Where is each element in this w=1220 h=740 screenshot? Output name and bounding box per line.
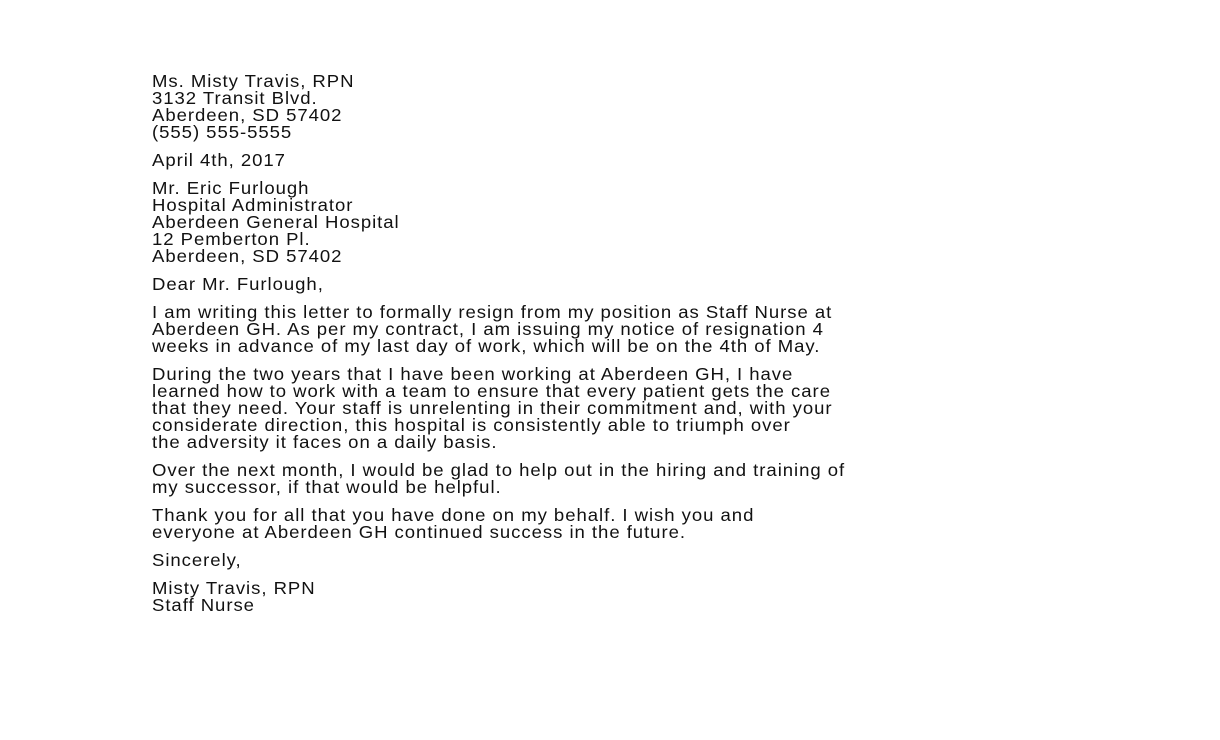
salutation: [152, 276, 1212, 293]
date-text: April 4th, 2017: [152, 150, 286, 170]
paragraph-line: Aberdeen GH. As per my contract, I am issuing my notice of resignation 4: [152, 319, 824, 339]
paragraph-line: Over the next month, I would be glad to help out in the hiring and training of: [152, 460, 846, 480]
paragraph-line: learned how to work with a team to ensure that every patient gets the care: [152, 381, 831, 401]
salutation-text: Dear Mr. Furlough,: [152, 274, 324, 294]
paragraph-line: my successor, if that would be helpful.: [152, 477, 502, 497]
recipient-organization: Aberdeen General Hospital: [152, 212, 400, 232]
signature-title: Staff Nurse: [152, 595, 255, 615]
paragraph-line: weeks in advance of my last day of work, which will be on the 4th of May.: [152, 336, 821, 356]
body-paragraph-4: [152, 507, 1212, 541]
sender-phone: (555) 555-5555: [152, 122, 293, 142]
paragraph-line: the adversity it faces on a daily basis.: [152, 432, 498, 452]
body-paragraph-1: [152, 304, 1212, 355]
paragraph-line: Thank you for all that you have done on my behalf. I wish you and: [152, 505, 755, 525]
sender-street: 3132 Transit Blvd.: [152, 88, 318, 108]
sender-name: Ms. Misty Travis, RPN: [152, 71, 355, 91]
recipient-street: 12 Pemberton Pl.: [152, 229, 311, 249]
resignation-letter: [152, 73, 1212, 625]
paragraph-line: that they need. Your staff is unrelenting in their commitment and, with your: [152, 398, 833, 418]
paragraph-line: everyone at Aberdeen GH continued success in the future.: [152, 522, 686, 542]
paragraph-line: I am writing this letter to formally resign from my position as Staff Nurse at: [152, 302, 833, 322]
recipient-name: Mr. Eric Furlough: [152, 178, 310, 198]
signature-name: Misty Travis, RPN: [152, 578, 316, 598]
paragraph-line: considerate direction, this hospital is consistently able to triumph over: [152, 415, 791, 435]
recipient-address: [152, 180, 1212, 265]
closing: [152, 552, 1212, 569]
body-paragraph-3: [152, 462, 1212, 496]
closing-text: Sincerely,: [152, 550, 242, 570]
sender-address: [152, 73, 1212, 141]
recipient-city: Aberdeen, SD 57402: [152, 246, 343, 266]
recipient-title: Hospital Administrator: [152, 195, 354, 215]
paragraph-line: During the two years that I have been working at Aberdeen GH, I have: [152, 364, 794, 384]
letter-date: [152, 152, 1212, 169]
sender-city: Aberdeen, SD 57402: [152, 105, 343, 125]
body-paragraph-2: [152, 366, 1212, 451]
signature-block: [152, 580, 1212, 614]
